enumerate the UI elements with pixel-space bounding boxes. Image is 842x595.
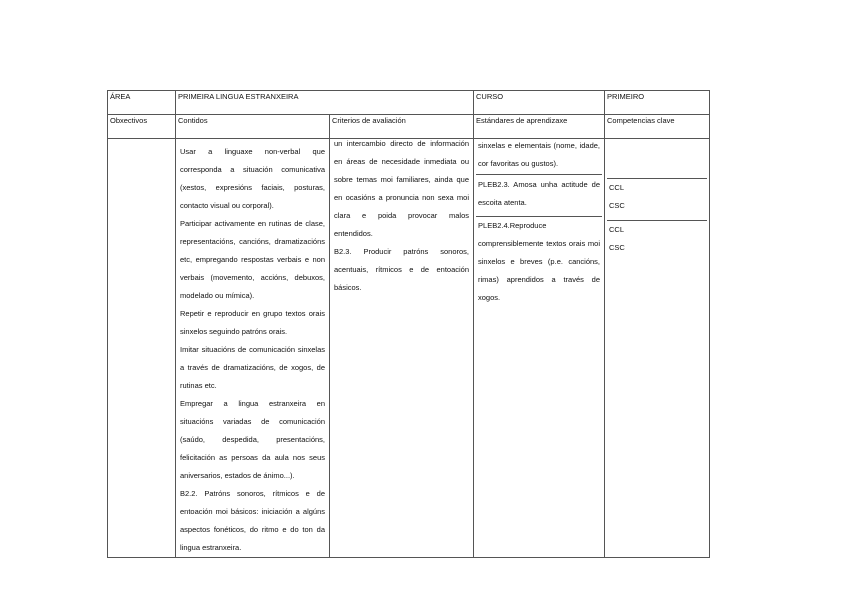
curso-value: PRIMEIRO — [605, 91, 710, 115]
competencia-code: CCL — [609, 183, 625, 192]
col-obxectivos: Obxectivos — [108, 115, 176, 139]
contido-item: Empregar a lingua estranxeira en situacións variadas de comunicación (saúdo, despedida, presentacións, felicitación as persoas da aula nos seus aniversarios, estados de ánimo...). — [180, 399, 325, 480]
curriculum-table — [107, 90, 710, 558]
competencia-code: CCL — [609, 225, 625, 234]
column-header-row — [108, 115, 710, 139]
obxectivos-cell — [108, 139, 176, 558]
area-value: PRIMEIRA LINGUA ESTRANXEIRA — [176, 91, 474, 115]
curso-label: CURSO — [474, 91, 605, 115]
estandar-item: sinxelas e elementais (nome, idade, cor favoritas ou gustos). — [478, 141, 601, 168]
estandar-item: PLEB2.4.Reproduce comprensiblemente textos orais moi sinxelos e breves (p.e. cancións, rimas) aprendidos a través de xogos. — [478, 221, 601, 302]
estandar-item: PLEB2.3. Amosa unha actitude de escoita atenta. — [478, 180, 601, 207]
col-competencias: Competencias clave — [605, 115, 710, 139]
contido-item: Participar activamente en rutinas de clase, representacións, cancións, dramatizacións etc, empregando respostas verbais e non verbais (movemento, accións, debuxos, modelado ou mímica). — [180, 219, 325, 300]
table-row — [108, 139, 710, 558]
area-label: ÁREA — [108, 91, 176, 115]
estandar-segment — [476, 175, 602, 217]
estandares-cell — [474, 139, 605, 558]
contidos-cell — [176, 139, 330, 558]
criterios-cell — [330, 139, 474, 558]
col-criterios: Criterios de avaliación — [330, 115, 474, 139]
contido-item: Usar a linguaxe non-verbal que corresponda a situación comunicativa (xestos, expresións faciais, posturas, contacto visual ou corporal). — [180, 147, 325, 210]
contido-item: Repetir e reproducir en grupo textos orais sinxelos seguindo patróns orais. — [180, 309, 325, 336]
estandar-segment — [476, 217, 602, 307]
criterio-item: un intercambio directo de información en áreas de necesidade inmediata ou sobre temas moi familiares, ainda que en ocasións a pronuncia non sexa moi clara e poida provocar malos entendidos. — [334, 139, 470, 238]
competencia-segment — [607, 141, 707, 179]
criterio-item: B2.3. Producir patróns sonoros, acentuais, rítmicos e de entoación básicos. — [334, 247, 470, 292]
estandar-segment — [476, 139, 602, 176]
competencia-segment — [607, 179, 707, 221]
competencia-code: CSC — [609, 243, 625, 252]
col-estandares: Estándares de aprendizaxe — [474, 115, 605, 139]
col-contidos: Contidos — [176, 115, 330, 139]
competencias-cell — [605, 139, 710, 558]
competencia-segment — [607, 221, 707, 257]
contido-item: Imitar situacións de comunicación sinxelas a través de dramatizacións, de xogos, de rutinas etc. — [180, 345, 325, 390]
competencia-code: CSC — [609, 201, 625, 210]
table-header-row — [108, 91, 710, 115]
contido-item: B2.2. Patróns sonoros, rítmicos e de entoación moi básicos: iniciación a algúns aspectos fonéticos, do ritmo e do ton da lingua estranxeira. — [180, 489, 325, 552]
